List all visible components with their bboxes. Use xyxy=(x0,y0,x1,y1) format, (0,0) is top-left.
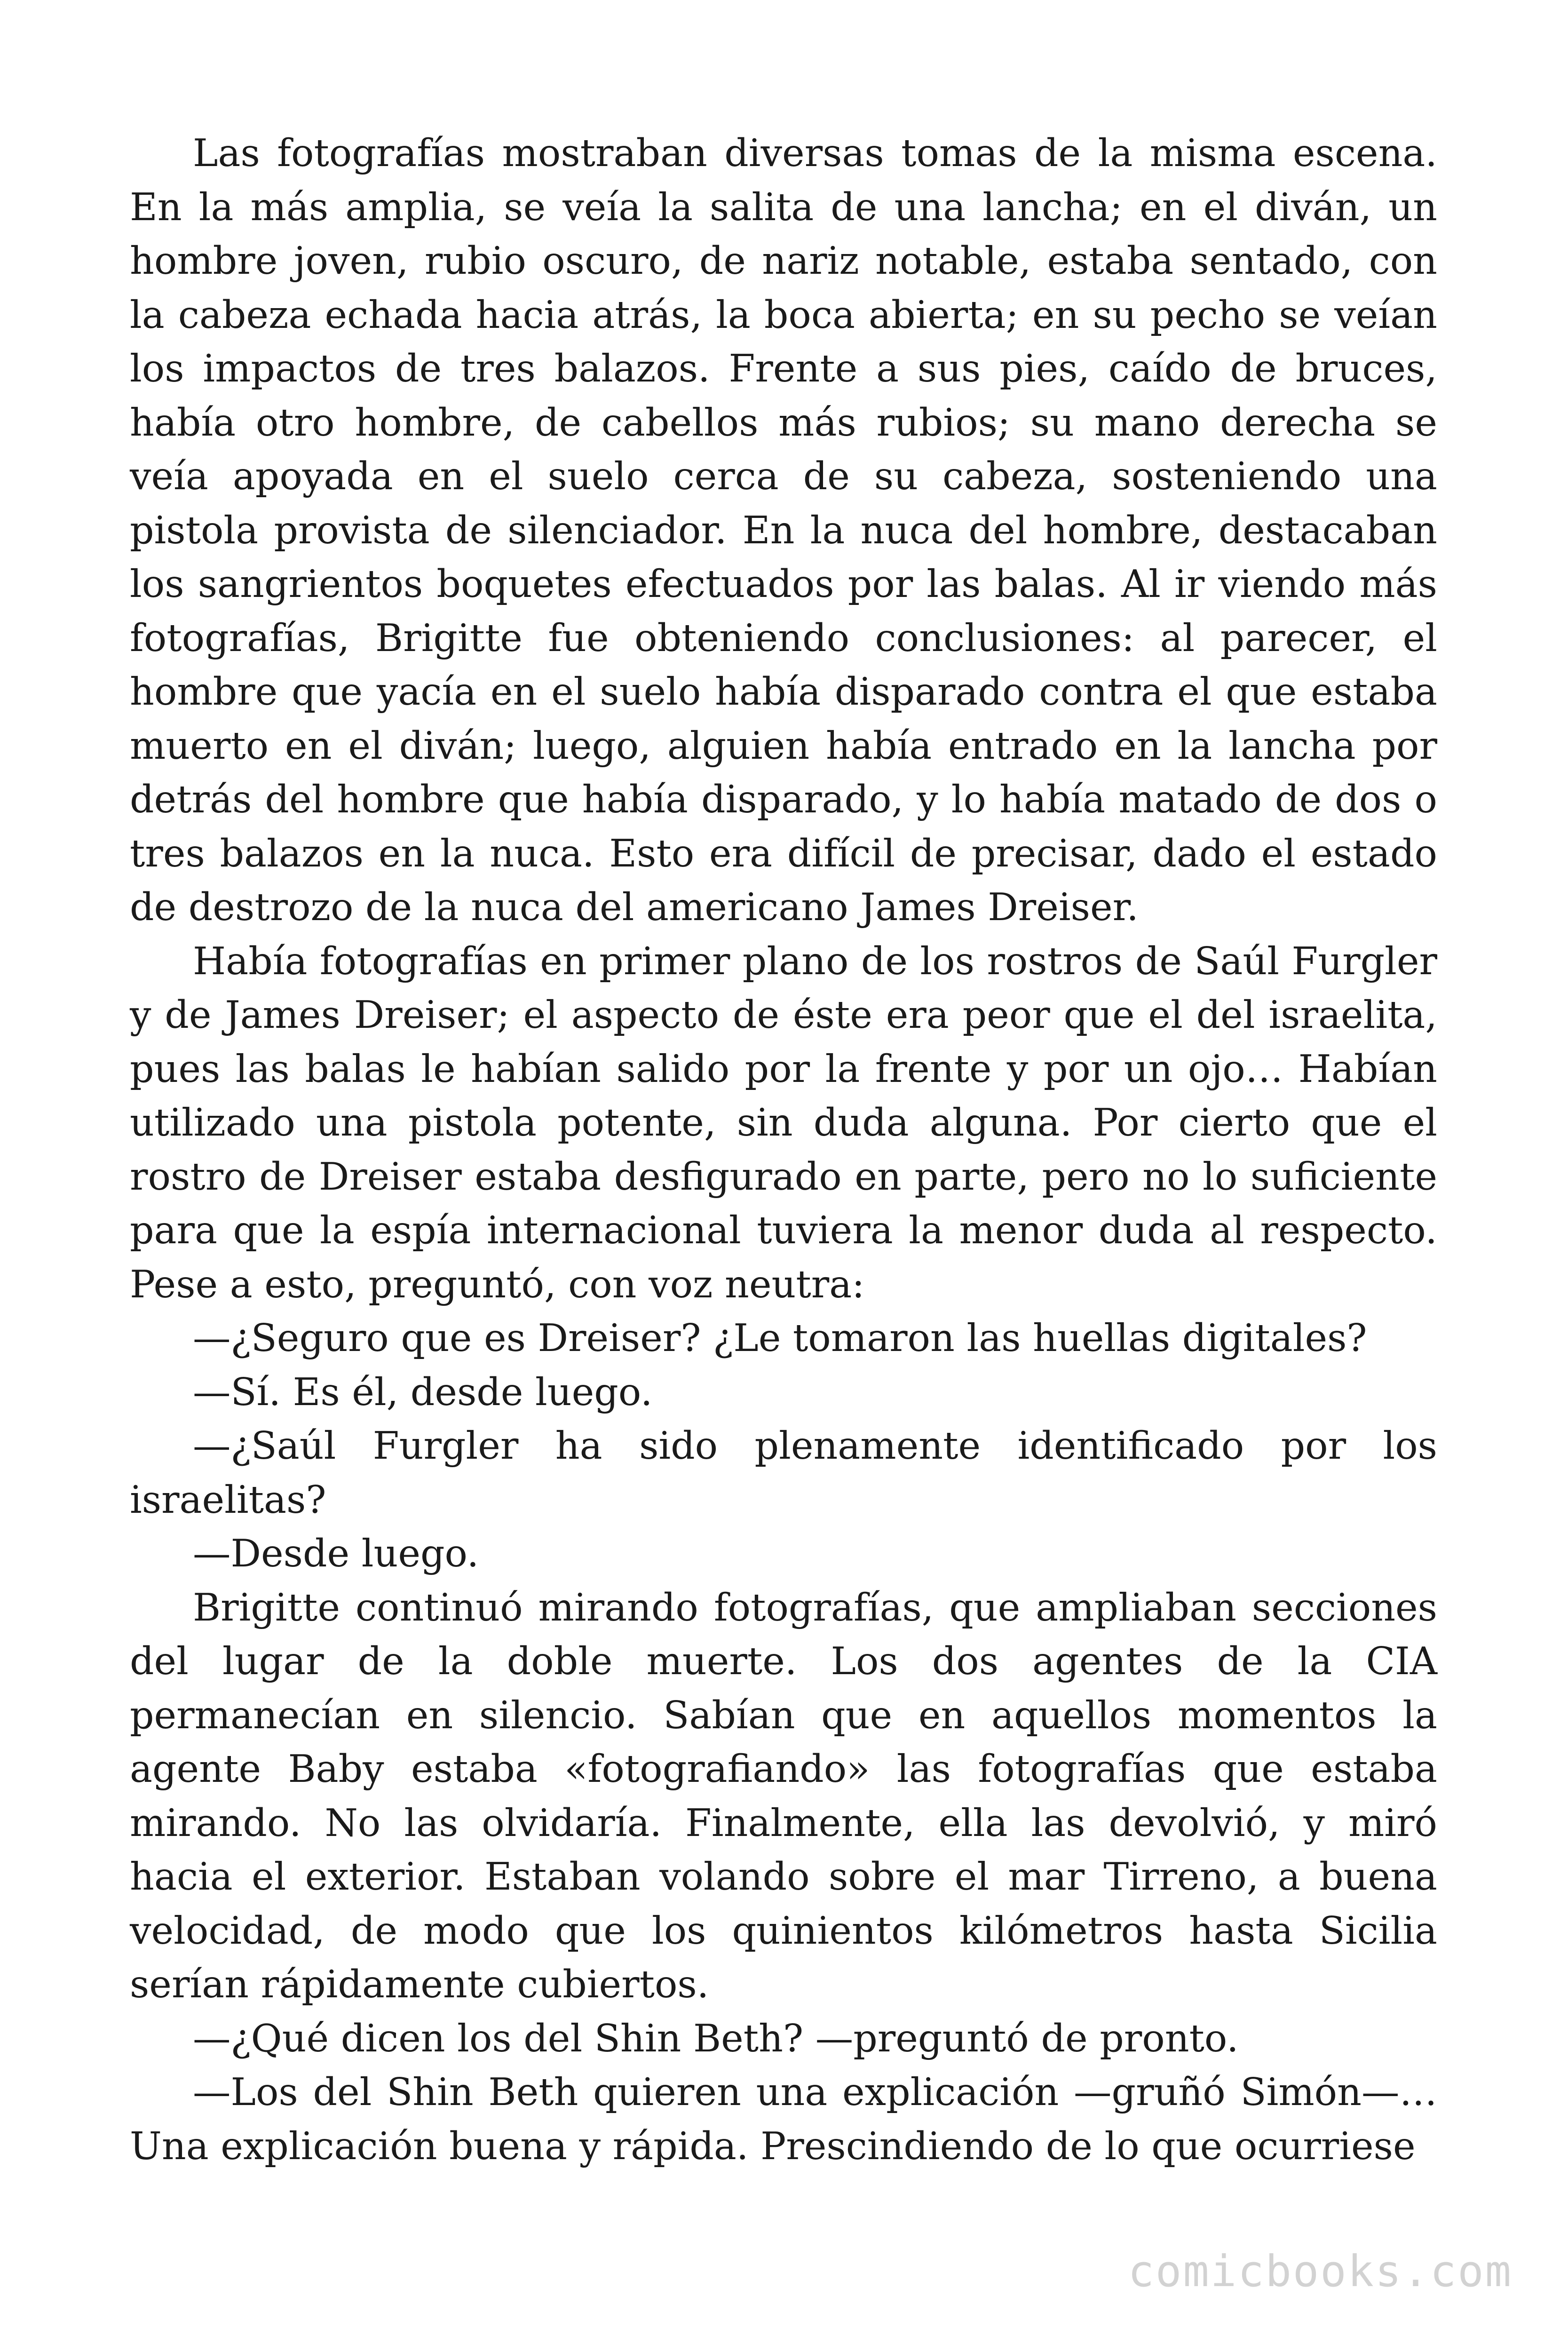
dialogue-line-dreiser-question: —¿Seguro que es Dreiser? ¿Le tomaron las huellas digitales? xyxy=(193,1316,1367,1360)
dialogue-line-furgler-question: —¿Saúl Furgler ha sido plenamente identificado por los israelitas? xyxy=(130,1423,1437,1522)
paragraph-photos-description: Las fotografías mostraban diversas tomas de la misma escena. En la más amplia, se veía la salita de una lancha; en el diván, un hombre joven, rubio oscuro, de nariz notable, estaba sentado, con la cabeza echada hacia atrás, la boca abierta; en su pecho se veían los impactos de tres balazos. Frente a sus pies, caído de bruces, había otro hombre, de cabellos más rubios; su mano derecha se veía apoyada en el suelo cerca de su cabeza, sosteniendo una pistola provista de silenciador. En la nuca del hombre, destacaban los sangrientos boquetes efectuados por las balas. Al ir viendo más fotografías, Brigitte fue obteniendo conclusiones: al parecer, el hombre que yacía en el suelo había disparado contra el que estaba muerto en el diván; luego, alguien había entrado en la lancha por detrás del hombre que había disparado, y lo había matado de dos o tres balazos en la nuca. Esto era difícil de precisar, dado el estado de destrozo de la nuca del americano James Dreiser. xyxy=(130,131,1437,929)
watermark: comicbooks.com xyxy=(1128,2246,1513,2296)
dialogue-line-shin-beth-question: —¿Qué dicen los del Shin Beth? —preguntó de pronto. xyxy=(193,2016,1239,2060)
dialogue-line-shin-beth-answer: —Los del Shin Beth quieren una explicación —gruñó Simón—… Una explicación buena y rápida. Prescindiendo de lo que ocurriese xyxy=(130,2070,1437,2168)
paragraph-close-up-photos: Había fotografías en primer plano de los rostros de Saúl Furgler y de James Dreiser; el aspecto de éste era peor que el del israelita, pues las balas le habían salido por la frente y por un ojo… Habían utilizado una pistola potente, sin duda alguna. Por cierto que el rostro de Dreiser estaba desfigurado en parte, pero no lo suficiente para que la espía internacional tuviera la menor duda al respecto. Pese a esto, preguntó, con voz neutra: xyxy=(130,938,1437,1306)
dialogue-line-desde-luego: —Desde luego. xyxy=(193,1531,479,1575)
paragraph-brigitte-continues: Brigitte continuó mirando fotografías, que ampliaban secciones del lugar de la doble muerte. Los dos agentes de la CIA permanecían en silencio. Sabían que en aquellos momentos la agente Baby estaba «fotografiando» las fotografías que estaba mirando. No las olvidaría. Finalmente, ella las devolvió, y miró hacia el exterior. Estaban volando sobre el mar Tirreno, a buena velocidad, de modo que los quinientos kilómetros hasta Sicilia serían rápidamente cubiertos. xyxy=(130,1585,1437,2006)
dialogue-line-confirmation: —Sí. Es él, desde luego. xyxy=(193,1369,653,1414)
body-text xyxy=(130,126,1437,2173)
